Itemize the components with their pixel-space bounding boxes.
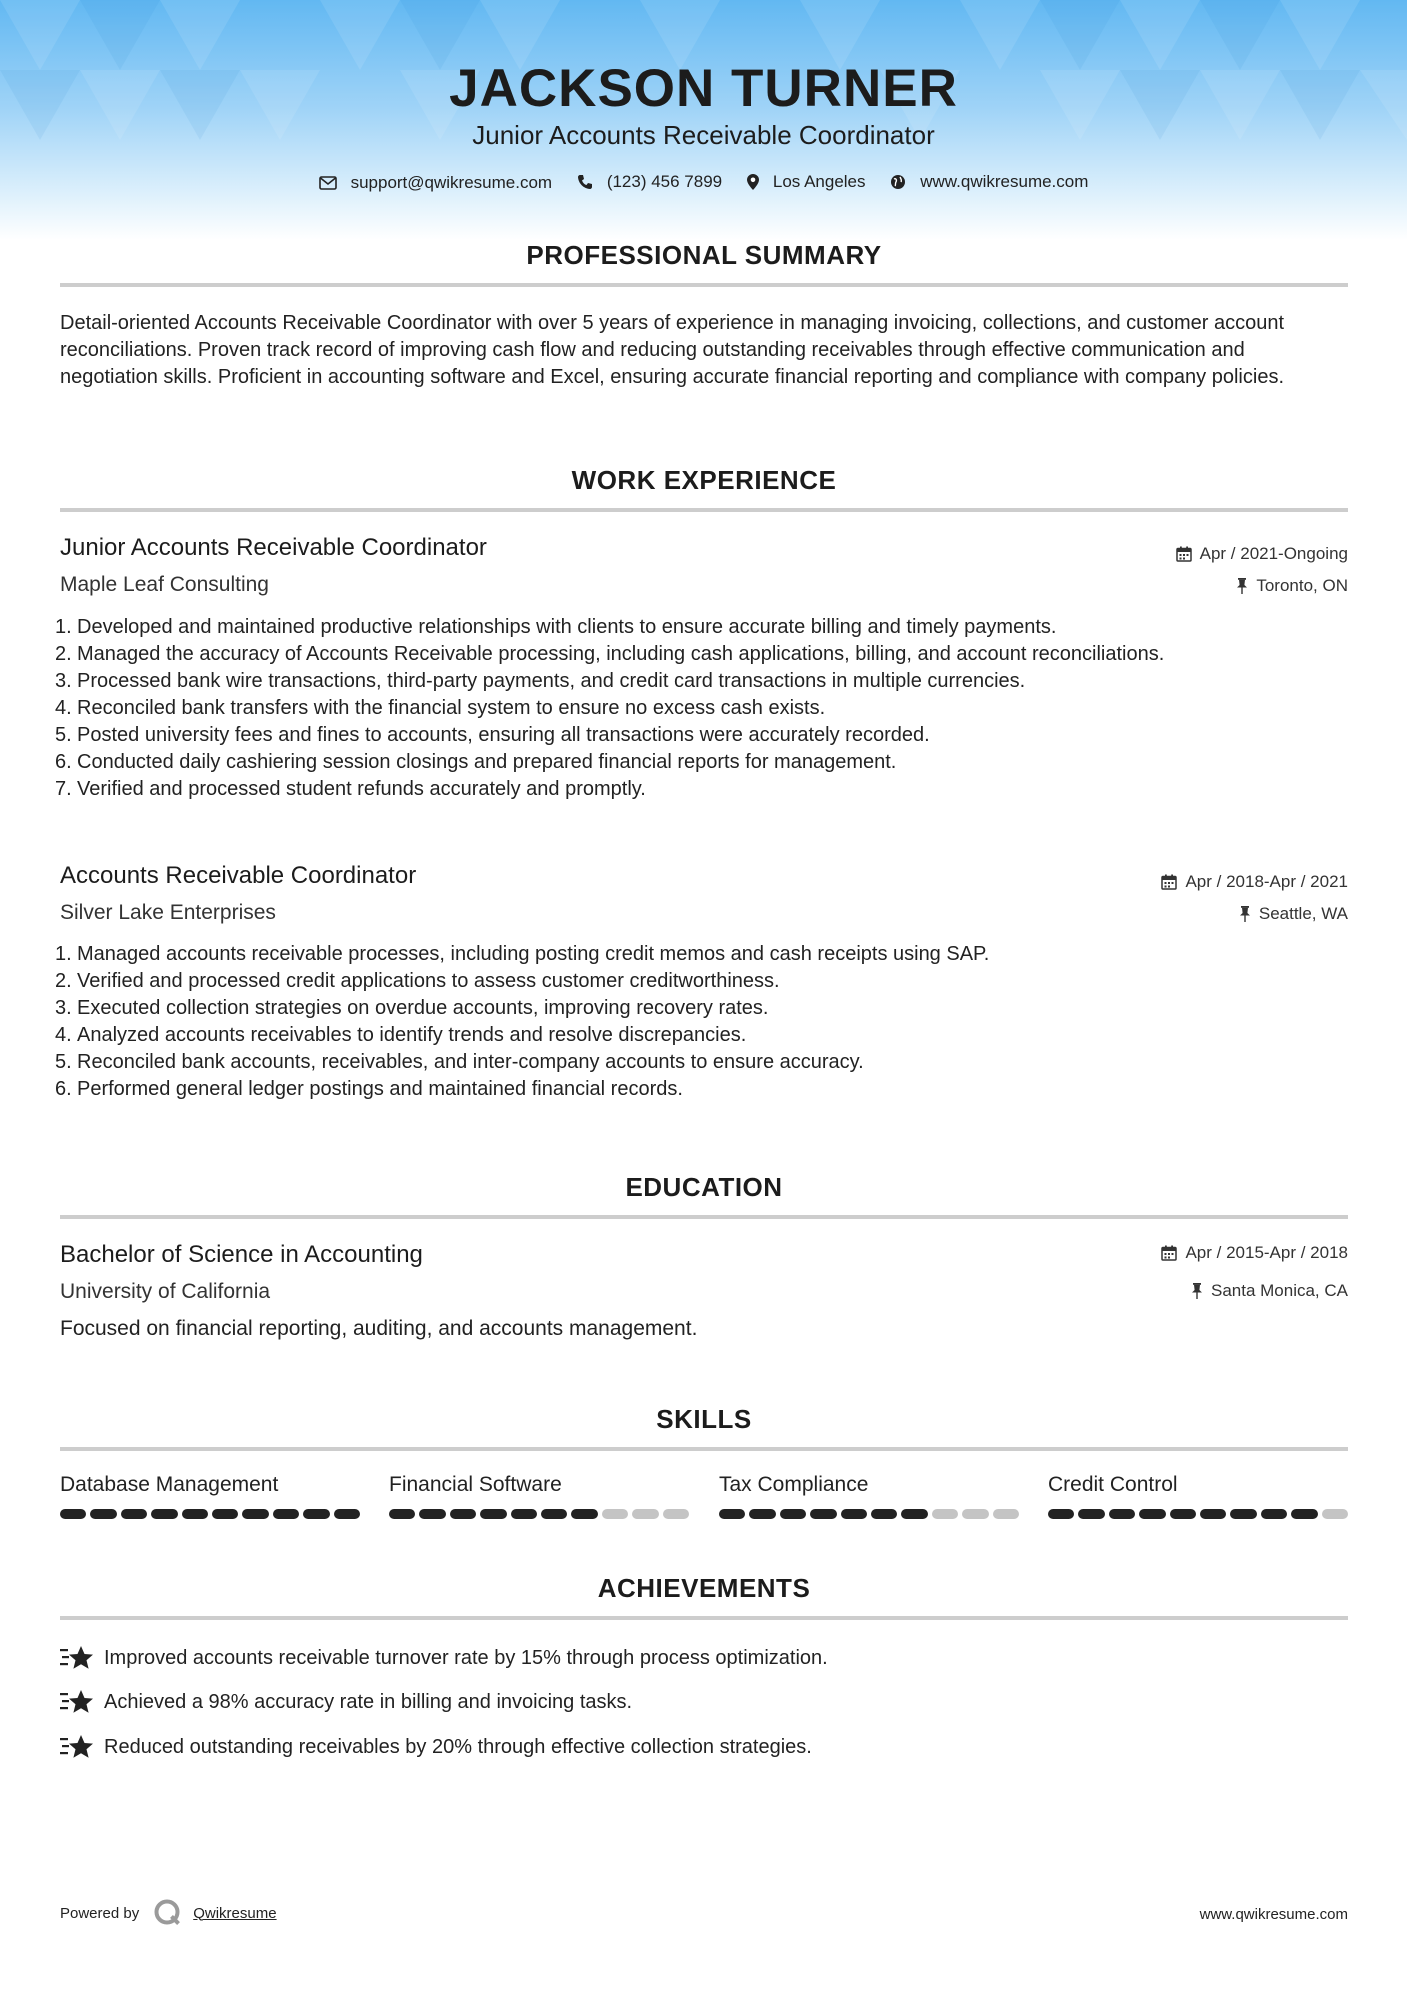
- skill-level-bar: [389, 1509, 689, 1519]
- section-divider: [60, 1447, 1348, 1451]
- education-description: Focused on financial reporting, auditing, and accounts management.: [60, 1317, 698, 1340]
- job-responsibilities: [55, 614, 1315, 803]
- pushpin-icon: [1236, 578, 1248, 594]
- skill-segment-filled: [480, 1509, 506, 1519]
- pushpin-icon: [1191, 1283, 1203, 1299]
- skill-segment-filled: [121, 1509, 147, 1519]
- section-divider: [60, 283, 1348, 287]
- skill-level-bar: [1048, 1509, 1348, 1519]
- section-divider: [60, 508, 1348, 512]
- list-item: 6. Performed general ledger postings and maintained financial records.: [55, 1078, 683, 1100]
- skill-item: [389, 1473, 689, 1519]
- skill-name: Credit Control: [1048, 1473, 1178, 1496]
- skill-segment-filled: [1109, 1509, 1135, 1519]
- list-item: 4. Analyzed accounts receivables to identify trends and resolve discrepancies.: [55, 1024, 747, 1046]
- contact-bar: [0, 172, 1407, 195]
- calendar-icon: [1161, 1245, 1177, 1261]
- skill-segment-filled: [719, 1509, 745, 1519]
- skill-name: Tax Compliance: [719, 1473, 869, 1496]
- achievement-item: [60, 1645, 828, 1671]
- company-name: Silver Lake Enterprises: [60, 901, 276, 924]
- qwikresume-link[interactable]: Qwikresume: [193, 1904, 277, 1922]
- skill-segment-filled: [212, 1509, 238, 1519]
- skill-segment-empty: [663, 1509, 689, 1519]
- skill-segment-empty: [632, 1509, 658, 1519]
- job-location: [1239, 904, 1348, 924]
- list-item: 5. Reconciled bank accounts, receivables, and inter-company accounts to ensure accuracy.: [55, 1051, 864, 1073]
- skill-segment-filled: [749, 1509, 775, 1519]
- contact-email[interactable]: [319, 173, 553, 193]
- education-location: [1191, 1281, 1348, 1301]
- skill-segment-filled: [571, 1509, 597, 1519]
- star-icon: [60, 1734, 94, 1760]
- envelope-icon: [319, 176, 337, 190]
- contact-location: [747, 172, 866, 192]
- skill-segment-filled: [1230, 1509, 1256, 1519]
- skill-segment-empty: [993, 1509, 1019, 1519]
- list-item: 4. Reconciled bank transfers with the financial system to ensure no excess cash exists.: [55, 697, 826, 719]
- skill-name: Financial Software: [389, 1473, 562, 1496]
- calendar-icon: [1176, 546, 1192, 562]
- skill-level-bar: [60, 1509, 360, 1519]
- achievement-text: Reduced outstanding receivables by 20% through effective collection strategies.: [104, 1735, 812, 1758]
- skill-item: [1048, 1473, 1348, 1519]
- section-title-experience: WORK EXPERIENCE: [571, 465, 837, 495]
- list-item: 3. Executed collection strategies on overdue accounts, improving recovery rates.: [55, 997, 769, 1019]
- list-item: 1. Managed accounts receivable processes, including posting credit memos and cash receipts using SAP.: [55, 943, 990, 965]
- candidate-name: JACKSON TURNER: [449, 59, 958, 118]
- skill-segment-empty: [602, 1509, 628, 1519]
- skill-item: [60, 1473, 360, 1519]
- skill-segment-filled: [511, 1509, 537, 1519]
- skill-segment-filled: [182, 1509, 208, 1519]
- skill-name: Database Management: [60, 1473, 279, 1496]
- skill-segment-filled: [841, 1509, 867, 1519]
- section-divider: [60, 1616, 1348, 1620]
- contact-phone[interactable]: [577, 172, 722, 192]
- skill-segment-filled: [242, 1509, 268, 1519]
- skill-segment-filled: [810, 1509, 836, 1519]
- achievement-text: Improved accounts receivable turnover rate by 15% through process optimization.: [104, 1646, 828, 1669]
- skill-segment-filled: [1200, 1509, 1226, 1519]
- skill-level-bar: [719, 1509, 1019, 1519]
- website-text: www.qwikresume.com: [920, 172, 1089, 191]
- list-item: 7. Verified and processed student refunds accurately and promptly.: [55, 778, 646, 800]
- skill-segment-filled: [1078, 1509, 1104, 1519]
- star-icon: [60, 1645, 94, 1671]
- job-dates: [1161, 872, 1348, 892]
- summary-text: Detail-oriented Accounts Receivable Coordinator with over 5 years of experience in managing invoicing, collections, and customer account reconciliations. Proven track record of improving cash flow and reducing outstanding receivables through effective communication and negotiation skills. Proficient in accounting software and Excel, ensuring accurate financial reporting and compliance with company policies.: [60, 312, 1284, 388]
- skill-segment-filled: [1170, 1509, 1196, 1519]
- list-item: 3. Processed bank wire transactions, third-party payments, and credit card transactions in multiple currencies.: [55, 670, 1026, 692]
- job-location-text: Toronto, ON: [1256, 576, 1348, 595]
- skill-item: [719, 1473, 1019, 1519]
- achievement-item: [60, 1734, 812, 1760]
- skill-segment-filled: [1261, 1509, 1287, 1519]
- skill-segment-filled: [389, 1509, 415, 1519]
- contact-website[interactable]: [890, 172, 1088, 192]
- job-title: Accounts Receivable Coordinator: [60, 862, 417, 889]
- calendar-icon: [1161, 874, 1177, 890]
- list-item: 1. Developed and maintained productive relationships with clients to ensure accurate billing and timely payments.: [55, 616, 1057, 638]
- phone-icon: [577, 174, 593, 190]
- section-title-education: EDUCATION: [625, 1172, 783, 1202]
- section-title-achievements: ACHIEVEMENTS: [597, 1573, 811, 1603]
- skill-segment-filled: [90, 1509, 116, 1519]
- job-title: Junior Accounts Receivable Coordinator: [60, 534, 487, 561]
- skill-segment-filled: [1291, 1509, 1317, 1519]
- skill-segment-filled: [60, 1509, 86, 1519]
- skill-segment-filled: [901, 1509, 927, 1519]
- powered-by-label: Powered by: [60, 1904, 140, 1922]
- skill-segment-filled: [334, 1509, 360, 1519]
- skill-segment-filled: [541, 1509, 567, 1519]
- pushpin-icon: [1239, 906, 1251, 922]
- skill-segment-filled: [273, 1509, 299, 1519]
- list-item: 6. Conducted daily cashiering session closings and prepared financial reports for management.: [55, 751, 897, 773]
- skill-segment-empty: [1322, 1509, 1348, 1519]
- qwikresume-logo-icon: [153, 1898, 183, 1928]
- job-responsibilities: [55, 941, 1315, 1103]
- education-dates: [1161, 1243, 1348, 1263]
- education-dates-text: Apr / 2015-Apr / 2018: [1185, 1243, 1348, 1262]
- list-item: 5. Posted university fees and fines to accounts, ensuring all transactions were accurately recorded.: [55, 724, 930, 746]
- email-text: support@qwikresume.com: [350, 173, 553, 192]
- section-title-summary: PROFESSIONAL SUMMARY: [526, 240, 882, 270]
- skill-segment-empty: [932, 1509, 958, 1519]
- school-name: University of California: [60, 1280, 271, 1303]
- phone-text: (123) 456 7899: [606, 172, 723, 191]
- job-location: [1236, 576, 1348, 596]
- skill-segment-filled: [419, 1509, 445, 1519]
- job-dates-text: Apr / 2021-Ongoing: [1199, 544, 1348, 563]
- location-text: Los Angeles: [772, 172, 866, 191]
- skill-segment-filled: [780, 1509, 806, 1519]
- skill-segment-filled: [450, 1509, 476, 1519]
- company-name: Maple Leaf Consulting: [60, 573, 269, 596]
- map-pin-icon: [747, 174, 759, 190]
- section-title-skills: SKILLS: [656, 1404, 752, 1434]
- achievement-item: [60, 1689, 632, 1715]
- globe-icon: [890, 174, 906, 190]
- education-location-text: Santa Monica, CA: [1210, 1281, 1348, 1300]
- section-divider: [60, 1215, 1348, 1219]
- skill-segment-filled: [1139, 1509, 1165, 1519]
- footer-powered-by: [60, 1898, 277, 1928]
- skill-segment-empty: [962, 1509, 988, 1519]
- skill-segment-filled: [303, 1509, 329, 1519]
- list-item: 2. Verified and processed credit applications to assess customer creditworthiness.: [55, 970, 780, 992]
- job-location-text: Seattle, WA: [1258, 904, 1348, 923]
- job-dates-text: Apr / 2018-Apr / 2021: [1185, 872, 1348, 891]
- achievement-text: Achieved a 98% accuracy rate in billing and invoicing tasks.: [104, 1690, 633, 1713]
- skill-segment-filled: [151, 1509, 177, 1519]
- footer-website[interactable]: www.qwikresume.com: [1199, 1906, 1348, 1923]
- star-icon: [60, 1689, 94, 1715]
- degree-title: Bachelor of Science in Accounting: [60, 1241, 423, 1268]
- job-dates: [1176, 544, 1348, 564]
- skill-segment-filled: [871, 1509, 897, 1519]
- skill-segment-filled: [1048, 1509, 1074, 1519]
- candidate-role: Junior Accounts Receivable Coordinator: [472, 120, 935, 150]
- list-item: 2. Managed the accuracy of Accounts Receivable processing, including cash applications, billing, and account reconciliations.: [55, 643, 1165, 665]
